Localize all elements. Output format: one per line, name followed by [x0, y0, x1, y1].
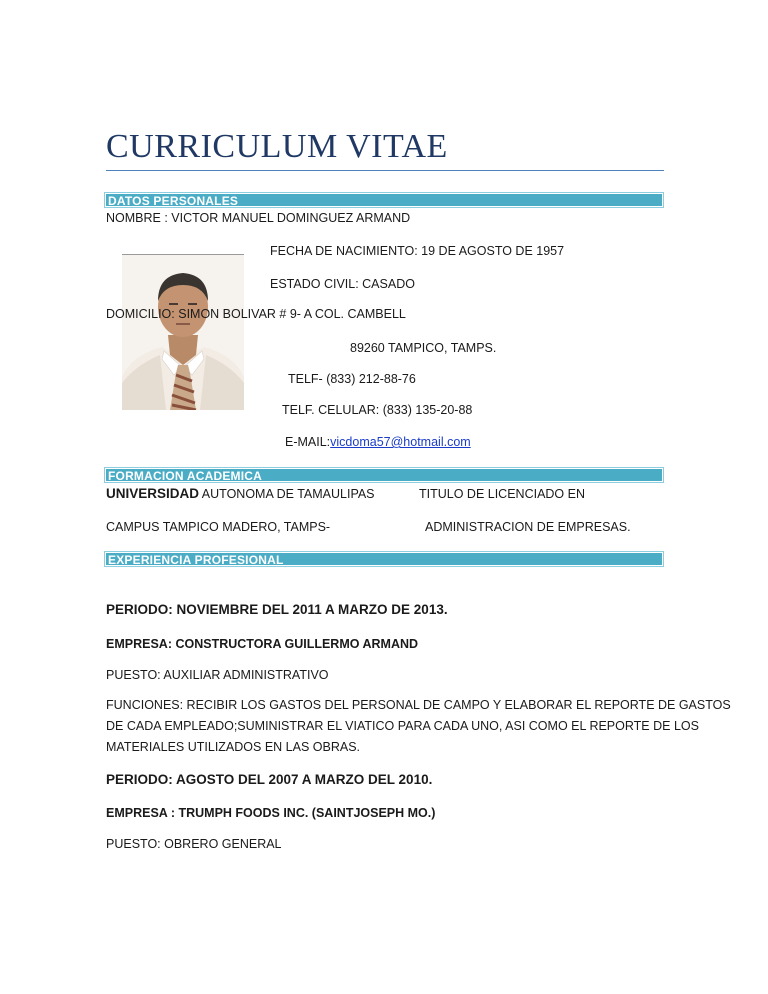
address-line: DOMICILIO: SIMON BOLIVAR # 9- A COL. CAMBELL — [106, 307, 406, 321]
position-2: PUESTO: OBRERO GENERAL — [106, 837, 282, 851]
profile-photo — [122, 255, 244, 410]
section-title-experience: EXPERIENCIA PROFESIONAL — [108, 553, 284, 567]
degree-line-1: TITULO DE LICENCIADO EN — [419, 487, 585, 501]
title-divider — [106, 170, 664, 171]
section-title-academic: FORMACION ACADEMICA — [108, 469, 263, 483]
company-2: EMPRESA : TRUMPH FOODS INC. (SAINTJOSEPH MO.) — [106, 806, 436, 820]
phone-line: TELF- (833) 212-88-76 — [288, 372, 416, 386]
period-1: PERIODO: NOVIEMBRE DEL 2011 A MARZO DE 2013. — [106, 602, 448, 617]
functions-line-2: DE CADA EMPLEADO;SUMINISTRAR EL VIATICO PARA CADA UNO, ASI COMO EL REPORTE DE LOS — [106, 719, 699, 733]
campus-line: CAMPUS TAMPICO MADERO, TAMPS- — [106, 520, 331, 534]
university-line — [106, 486, 375, 501]
position-1: PUESTO: AUXILIAR ADMINISTRATIVO — [106, 668, 329, 682]
section-title-personal: DATOS PERSONALES — [108, 194, 239, 208]
civil-status-line: ESTADO CIVIL: CASADO — [270, 277, 415, 291]
section-bar-academic — [104, 467, 664, 483]
name-line: NOMBRE : VICTOR MANUEL DOMINGUEZ ARMAND — [106, 211, 411, 225]
email-line — [285, 435, 471, 449]
period-2: PERIODO: AGOSTO DEL 2007 A MARZO DEL 2010. — [106, 772, 433, 787]
cell-phone-line: TELF. CELULAR: (833) 135-20-88 — [282, 403, 473, 417]
city-line: 89260 TAMPICO, TAMPS. — [350, 341, 497, 355]
university-name: AUTONOMA DE TAMAULIPAS — [199, 487, 375, 501]
degree-line-2: ADMINISTRACION DE EMPRESAS. — [425, 520, 631, 534]
email-label: E-MAIL: — [285, 435, 331, 449]
email-link[interactable]: vicdoma57@hotmail.com — [330, 435, 471, 449]
university-label: UNIVERSIDAD — [106, 486, 200, 501]
company-1: EMPRESA: CONSTRUCTORA GUILLERMO ARMAND — [106, 637, 419, 651]
functions-line-3: MATERIALES UTILIZADOS EN LAS OBRAS. — [106, 740, 360, 754]
section-bar-personal — [104, 192, 664, 208]
birth-date-line: FECHA DE NACIMIENTO: 19 DE AGOSTO DE 1957 — [270, 244, 565, 258]
page-title: CURRICULUM VITAE — [106, 128, 448, 165]
section-bar-experience — [104, 551, 664, 567]
functions-line-1: FUNCIONES: RECIBIR LOS GASTOS DEL PERSONAL DE CAMPO Y ELABORAR EL REPORTE DE GASTOS — [106, 698, 731, 712]
